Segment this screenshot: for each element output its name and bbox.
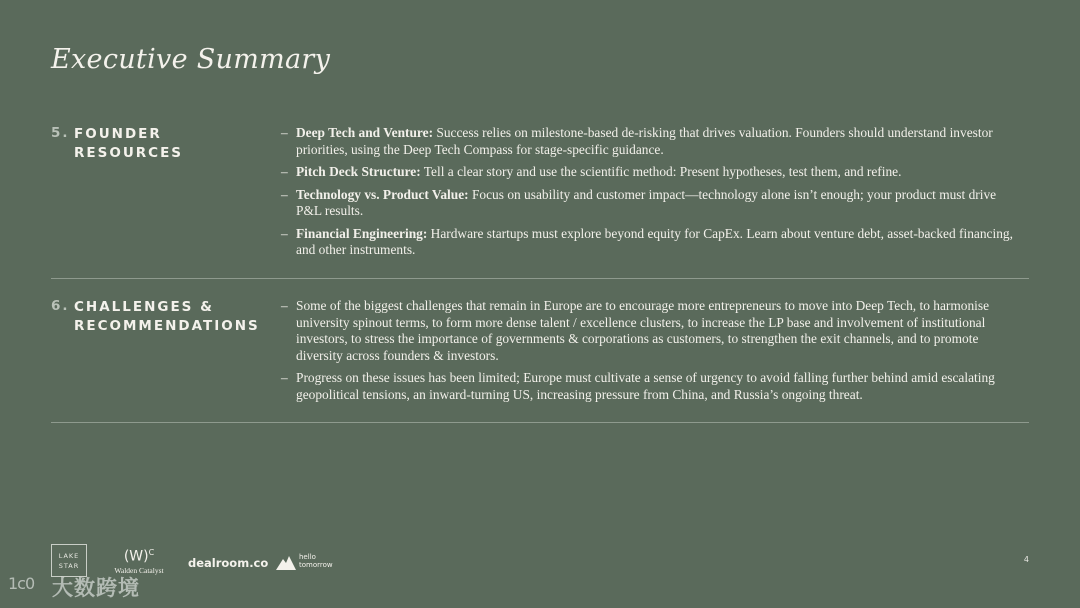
bullet-text: Progress on these issues has been limited; Europe must cultivate a sense of urgency to avoid falling further behind amid escalating geopolitical tensions, an inward-turning US, increasing pressure from China, and Russia’s ongoing threat. [296,370,995,402]
section-challenges-recommendations [51,298,1029,418]
lake-star-line2: STAR [58,562,80,570]
section-title: CHALLENGES & RECOMMENDATIONS [74,299,260,334]
walden-mark-text: (W) [123,548,149,565]
hello-line2: tomorrow [299,560,333,569]
footer-logos [51,544,1031,578]
dealroom-logo: dealroom.co [188,556,269,570]
lake-star-line1: LAKE [58,552,80,560]
bullet-dash: – [281,298,288,313]
bullet-dash: – [281,164,288,179]
bullet-text: Some of the biggest challenges that remain in Europe are to encourage more entrepreneurs to move into Deep Tech, to harmonise university spinout terms, to form more dense talent / excellence clusters, to increase the LP base and involvement of institutional investors, to stress the importance of governments & corporations as customers, to strengthen the exit channels, and to promote diversity across founders & investors. [296,298,990,363]
bullet-item [281,125,1021,158]
section-number: 5. [51,125,70,141]
bullet-lead: Pitch Deck Structure: [296,164,421,179]
page-number: 4 [1023,555,1029,564]
bullet-text: Success relies on milestone-based de-risking that drives valuation. Founders should understand investor priorities, using the Deep Tech Compass for stage-specific guidance. [296,125,993,157]
bullet-text: Hardware startups must explore beyond equity for CapEx. Learn about venture debt, asset-backed financing, and other instruments. [296,225,1013,257]
bullet-lead: Deep Tech and Venture: [296,125,434,140]
bullet-dash: – [281,186,288,202]
watermark-text: 大数跨境 [52,576,140,600]
walden-name: Walden Catalyst [114,565,164,575]
walden-mark-sup: C [148,548,155,557]
hello-line1: hello [299,553,316,561]
bullet-list [281,125,1021,265]
bullet-item [281,226,1021,259]
watermark [8,572,148,602]
bullet-lead: Technology vs. Product Value: [296,186,469,202]
walden-mark [109,544,169,566]
bullet-item [281,370,1021,403]
walden-catalyst-logo [109,544,169,576]
section-divider [51,422,1029,423]
bullet-lead: Financial Engineering: [296,225,428,241]
bullet-dash: – [281,125,288,140]
bullet-dash: – [281,225,288,241]
hello-tomorrow-logo [275,553,355,573]
bullet-text: Tell a clear story and use the scientific method: Present hypotheses, test them, and refine. [420,164,902,179]
bullet-item [281,298,1021,364]
hello-tomorrow-icon [275,553,297,573]
watermark-mark: 1c0 [8,574,35,593]
slide-title: Executive Summary [51,44,331,75]
bullet-text: Focus on usability and customer impact—technology alone isn’t enough; your product must drive P&L results. [296,186,997,218]
section-founder-resources [51,125,1029,265]
hello-tomorrow-text [299,554,333,569]
bullet-list [281,298,1021,409]
bullet-item [281,164,1021,181]
section-divider [51,278,1029,279]
section-number: 6. [51,298,70,314]
bullet-item [281,187,1021,220]
bullet-dash: – [281,370,288,385]
section-title: FOUNDER RESOURCES [74,126,184,161]
